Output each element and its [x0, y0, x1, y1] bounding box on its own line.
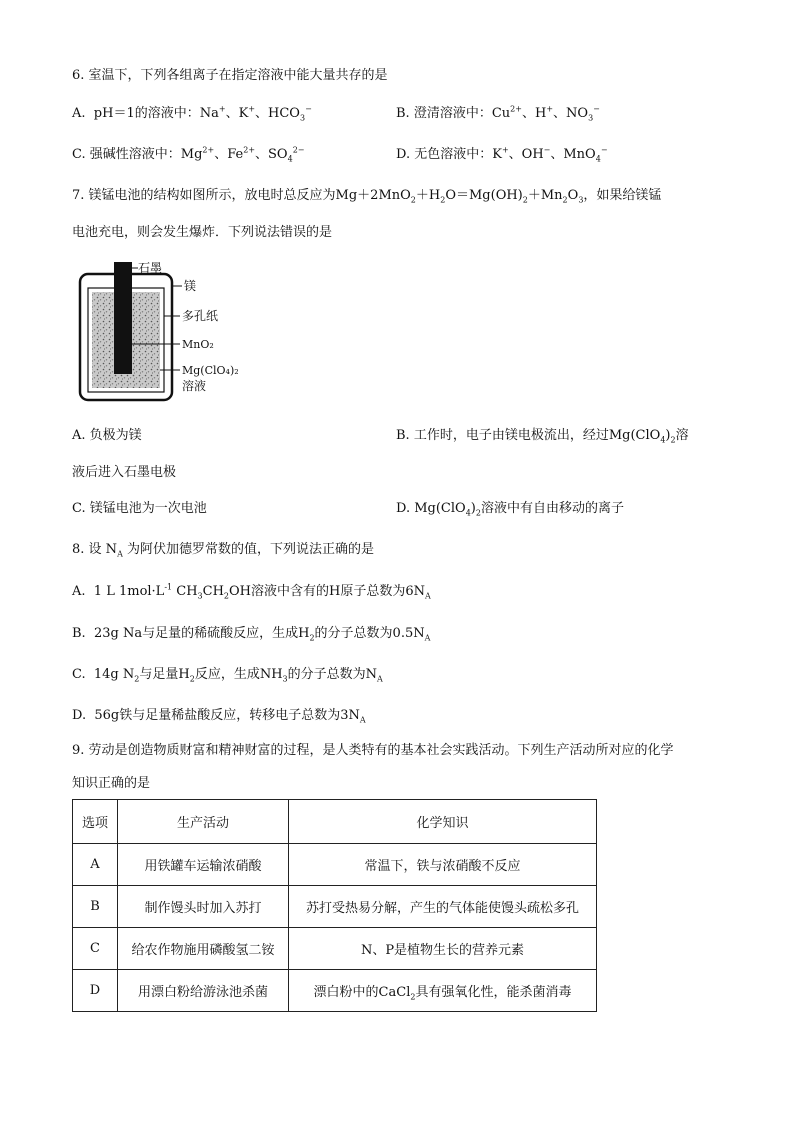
table-cell: B: [73, 886, 118, 928]
q6-option-d: D. 无色溶液中：K+、OH−、MnO$_4$−: [396, 145, 608, 164]
q9-table: [72, 799, 597, 1012]
table-cell: 常温下，铁与浓硝酸不反应: [289, 844, 597, 886]
q8-option-d: D. 56g铁与足量稀盐酸反应，转移电子总数为$3N_A$: [72, 708, 366, 725]
header-activity: 生产活动: [118, 800, 289, 844]
label-magnesium: 镁: [184, 279, 197, 293]
label-graphite: 石墨: [138, 261, 163, 275]
q7-option-c: C. 镁锰电池为一次电池: [72, 501, 207, 516]
q7-option-a: A. 负极为镁: [72, 428, 142, 443]
q6-option-b: B. 澄清溶液中：$Cu^{2+}$、H+、$NO_3^-$: [396, 104, 600, 123]
q9-stem-line2: 知识正确的是: [72, 776, 151, 791]
q8-option-c: C. 14g $N_2$与足量$H_2$反应，生成$NH_3$的分子总数为$N_A$: [72, 667, 383, 684]
table-row: [73, 886, 597, 928]
table-cell: 用漂白粉给游泳池杀菌: [118, 970, 289, 1012]
q8-stem: 8. 设 $N_A$ 为阿伏加德罗常数的值，下列说法正确的是: [72, 542, 374, 559]
table-row: [73, 844, 597, 886]
q7-option-b: B. 工作时，电子由镁电极流出，经过$Mg(ClO_4)_2$溶: [396, 428, 689, 445]
q7-stem-line2: 电池充电，则会发生爆炸．下列说法错误的是: [72, 225, 333, 240]
q7-option-d: D. $Mg(ClO_4)_2$溶液中有自由移动的离子: [396, 501, 624, 518]
q7-option-b-cont: 液后进入石墨电极: [72, 465, 177, 480]
table-row: [73, 928, 597, 970]
table-cell: 给农作物施用磷酸氢二铵: [118, 928, 289, 970]
table-cell: 苏打受热易分解，产生的气体能使馒头疏松多孔: [289, 886, 597, 928]
header-option: 选项: [73, 800, 118, 844]
header-knowledge: 化学知识: [289, 800, 597, 844]
label-porous-paper: 多孔纸: [182, 309, 219, 323]
q9-stem: 9. 劳动是创造物质财富和精神财富的过程，是人类特有的基本社会实践活动。下列生产活动所对应的化学: [72, 743, 674, 758]
q6-option-c: C. 强碱性溶液中：$Mg^{2+}$、$Fe^{2+}$、$SO_4^{2-}$: [72, 145, 305, 164]
q7-stem: 7. 镁锰电池的结构如图所示，放电时总反应为$Mg+2MnO_2+H_2O=Mg(OH)_2+Mn_2O_3$，如果给镁锰: [72, 188, 662, 205]
q8-option-b: B. 23g Na与足量的稀硫酸反应，生成$H_2$的分子总数为$0.5N_A$: [72, 626, 431, 643]
graphite-rod: [114, 262, 132, 374]
label-mno2: MnO₂: [182, 338, 214, 351]
table-cell: 用铁罐车运输浓硝酸: [118, 844, 289, 886]
table-cell: 漂白粉中的CaCl$_2$具有强氧化性，能杀菌消毒: [289, 970, 597, 1012]
table-cell: C: [73, 928, 118, 970]
q6-option-a: A. pH＝1的溶液中：Na+、K+、$HCO_3^-$: [72, 104, 312, 123]
table-cell: A: [73, 844, 118, 886]
label-solution: 溶液: [182, 379, 207, 393]
battery-diagram: [72, 260, 272, 406]
q8-option-a: A. 1 L $1mol\cdot L^{-1}$ $CH_3CH_2OH$溶液中含有的H原子总数为$6N_A$: [72, 582, 431, 601]
q6-stem: 6. 室温下，下列各组离子在指定溶液中能大量共存的是: [72, 68, 388, 83]
table-cell: 制作馒头时加入苏打: [118, 886, 289, 928]
table-cell: D: [73, 970, 118, 1012]
label-electrolyte: Mg(ClO₄)₂: [182, 364, 239, 377]
table-row: [73, 970, 597, 1012]
table-header-row: [73, 800, 597, 844]
table-cell: N、P是植物生长的营养元素: [289, 928, 597, 970]
